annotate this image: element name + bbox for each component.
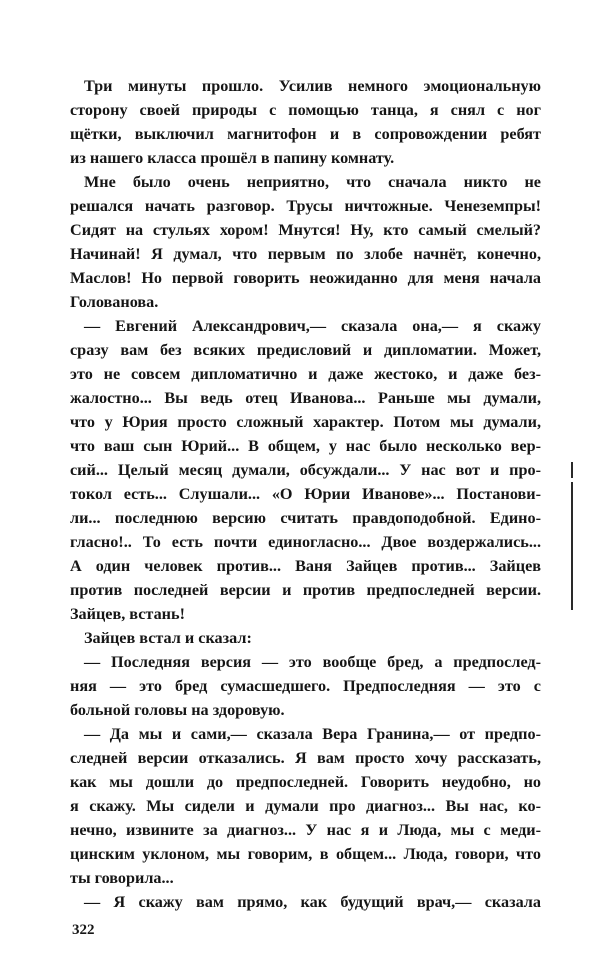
text-line: Сидят на стульях хором! Мнутся! Ну, кто самый смелый?: [70, 221, 541, 239]
text-line: — Евгений Александрович,— сказала она,— я скажу: [84, 317, 541, 335]
text-line: гласно!.. То есть почти единогласно... Двое воздержались...: [70, 533, 541, 551]
text-line: что ваш сын Юрий... В общем, у нас было несколько вер-: [70, 437, 541, 455]
text-line: — Да мы и сами,— сказала Вера Гранина,— от предпо-: [84, 725, 541, 743]
text-line: сторону своей природы с помощью танца, я снял с ног: [70, 101, 541, 119]
text-line: — Я скажу вам прямо, как будущий врач,— сказала: [84, 893, 541, 911]
text-line: Маслов! Но первой говорить неожиданно для меня начала: [70, 269, 541, 287]
text-line: Голованова.: [70, 293, 159, 311]
page-number: 322: [72, 922, 95, 938]
text-line: что у Юрия просто сложный характер. Потом мы думали,: [70, 413, 541, 431]
margin-mark: [571, 462, 573, 478]
text-line: ли... последнюю версию считать правдоподобной. Едино-: [70, 509, 541, 527]
text-line: из нашего класса прошёл в папину комнату.: [70, 149, 395, 167]
text-line: Три минуты прошло. Усилив немного эмоциональную: [84, 77, 541, 95]
text-line: Начинай! Я думал, что первым по злобе начнёт, конечно,: [70, 245, 541, 263]
text-line: это не совсем дипломатично и даже жестоко, и даже без-: [70, 365, 541, 383]
text-line: нечно, извините за диагноз... У нас я и Люда, мы с меди-: [70, 821, 541, 839]
text-line: больной головы на здоровую.: [70, 701, 285, 719]
text-line: щётки, выключил магнитофон и в сопровождении ребят: [70, 125, 541, 143]
text-line: я скажу. Мы сидели и думали про диагноз... Вы нас, ко-: [70, 797, 541, 815]
text-line: Зайцев встал и сказал:: [84, 629, 252, 647]
text-line: следней версии отказались. Я вам просто хочу рассказать,: [70, 749, 541, 767]
text-line: ты говорила...: [70, 869, 174, 887]
text-line: против последней версии и против предпоследней версии.: [70, 581, 541, 599]
margin-mark: [571, 482, 573, 610]
text-line: цинским уклоном, мы говорим, в общем... Люда, говори, что: [70, 845, 541, 863]
text-line: как мы дошли до предпоследней. Говорить неудобно, но: [70, 773, 541, 791]
text-line: токол есть... Слушали... «О Юрии Иванове»... Постанови-: [70, 485, 541, 503]
text-line: няя — это бред сумасшедшего. Предпоследняя — это с: [70, 677, 541, 695]
text-line: сий... Целый месяц думали, обсуждали... У нас вот и про-: [70, 461, 541, 479]
text-line: Мне было очень неприятно, что сначала никто не: [84, 173, 541, 191]
text-line: жалостно... Вы ведь отец Иванова... Раньше мы думали,: [70, 389, 541, 407]
text-line: А один человек против... Ваня Зайцев против... Зайцев: [70, 557, 541, 575]
text-line: решался начать разговор. Трусы ничтожные. Ченеземпры!: [70, 197, 541, 215]
text-line: Зайцев, встань!: [70, 605, 185, 623]
text-line: — Последняя версия — это вообще бред, а предпослед-: [84, 653, 541, 671]
text-line: сразу вам без всяких предисловий и дипломатии. Может,: [70, 341, 541, 359]
